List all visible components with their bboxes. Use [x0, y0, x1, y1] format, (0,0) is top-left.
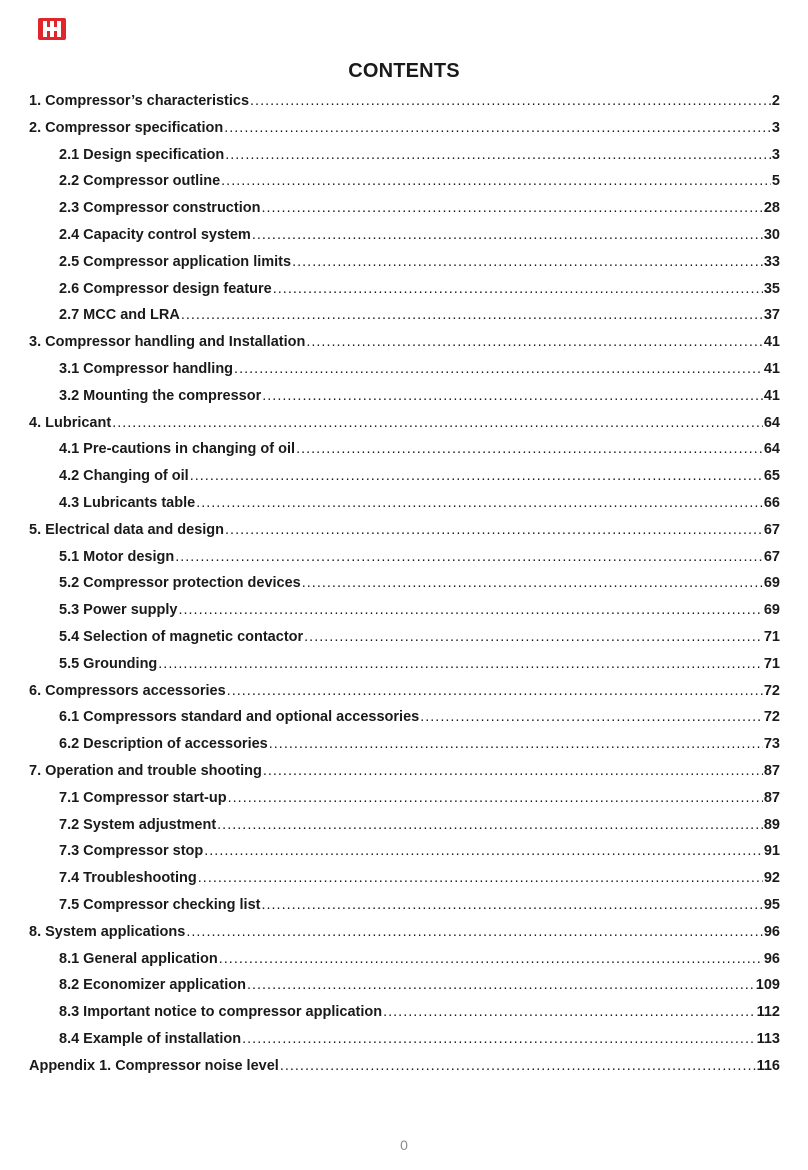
toc-entry[interactable]: [29, 678, 780, 705]
toc-entry[interactable]: [29, 624, 780, 651]
toc-entry-label: 4.1 Pre-cautions in changing of oil: [59, 441, 296, 458]
dot-leader: [217, 812, 763, 839]
toc-entry[interactable]: [29, 544, 780, 571]
toc-entry[interactable]: [29, 651, 780, 678]
dot-leader: [383, 999, 756, 1026]
toc-entry[interactable]: [29, 946, 780, 973]
page-title: CONTENTS: [348, 60, 460, 82]
toc-entry-page: 95: [763, 896, 780, 913]
dot-leader: [273, 276, 763, 303]
dot-leader: [219, 946, 763, 973]
toc-entry-label: 8.2 Economizer application: [59, 977, 246, 994]
toc-entry[interactable]: [29, 490, 780, 517]
toc-entry-label: 5.4 Selection of magnetic contactor: [59, 628, 304, 645]
toc-entry[interactable]: [29, 919, 780, 946]
dot-leader: [269, 731, 763, 758]
dot-leader: [228, 785, 763, 812]
toc-entry-page: 73: [763, 736, 780, 753]
toc-entry-label: 8.3 Important notice to compressor application: [59, 1004, 383, 1021]
toc-entry[interactable]: [29, 1026, 780, 1053]
toc-entry-page: 87: [763, 762, 780, 779]
toc-entry[interactable]: [29, 463, 780, 490]
toc-entry-page: 112: [756, 1004, 780, 1021]
toc-entry[interactable]: [29, 276, 780, 303]
dot-leader: [234, 356, 763, 383]
toc-entry-page: 33: [763, 253, 780, 270]
dot-leader: [263, 758, 763, 785]
toc-entry-label: 5.2 Compressor protection devices: [59, 575, 301, 592]
dot-leader: [242, 1026, 755, 1053]
toc-entry-page: 89: [763, 816, 780, 833]
dot-leader: [158, 651, 763, 678]
page-number: 0: [400, 1137, 408, 1153]
toc-entry-label: 2.5 Compressor application limits: [59, 253, 292, 270]
dot-leader: [304, 624, 763, 651]
toc-entry[interactable]: [29, 570, 780, 597]
dot-leader: [292, 249, 763, 276]
toc-entry-page: 41: [763, 334, 780, 351]
toc-entry-page: 71: [763, 628, 780, 645]
toc-entry[interactable]: [29, 838, 780, 865]
toc-entry-label: 6.1 Compressors standard and optional accessories: [59, 709, 420, 726]
toc-entry-label: 7.2 System adjustment: [59, 816, 217, 833]
toc-entry-label: 3. Compressor handling and Installation: [29, 334, 306, 351]
toc-entry[interactable]: [29, 704, 780, 731]
toc-entry-page: 28: [763, 200, 780, 217]
toc-entry[interactable]: [29, 436, 780, 463]
toc-entry-label: 2.1 Design specification: [59, 146, 225, 163]
dot-leader: [296, 436, 763, 463]
dot-leader: [190, 463, 763, 490]
toc-entry-label: 2.2 Compressor outline: [59, 173, 221, 190]
dot-leader: [227, 678, 763, 705]
toc-entry-page: 66: [763, 494, 780, 511]
toc-entry[interactable]: [29, 195, 780, 222]
dot-leader: [306, 329, 763, 356]
dot-leader: [196, 490, 763, 517]
toc-entry-page: 64: [763, 441, 780, 458]
company-logo-icon: [38, 18, 66, 40]
toc-entry-page: 69: [763, 575, 780, 592]
toc-entry-label: 8. System applications: [29, 923, 186, 940]
toc-entry-page: 5: [771, 173, 780, 190]
dot-leader: [181, 302, 763, 329]
dot-leader: [262, 383, 763, 410]
toc-entry-page: 35: [763, 280, 780, 297]
toc-entry-page: 41: [763, 387, 780, 404]
dot-leader: [252, 222, 763, 249]
toc-entry-label: 4.3 Lubricants table: [59, 494, 196, 511]
toc-entry[interactable]: [29, 865, 780, 892]
toc-entry[interactable]: [29, 892, 780, 919]
toc-entry-label: 2.6 Compressor design feature: [59, 280, 272, 297]
toc-entry-label: 6.2 Description of accessories: [59, 736, 268, 753]
toc-entry-label: 1. Compressor’s characteristics: [29, 93, 250, 109]
toc-entry-page: 37: [763, 307, 780, 324]
dot-leader: [198, 865, 763, 892]
toc-entry-page: 91: [763, 843, 780, 860]
toc-entry[interactable]: [29, 1053, 780, 1080]
toc-entry-label: 8.1 General application: [59, 950, 218, 967]
toc-entry-page: 71: [763, 655, 780, 672]
toc-entry-label: Appendix 1. Compressor noise level: [29, 1057, 279, 1074]
toc-entry[interactable]: [29, 597, 780, 624]
toc-entry-label: 5. Electrical data and design: [29, 521, 225, 538]
toc-entry[interactable]: [29, 356, 780, 383]
dot-leader: [280, 1053, 756, 1080]
toc-entry[interactable]: [29, 115, 780, 142]
dot-leader: [224, 115, 771, 142]
toc-entry[interactable]: [29, 785, 780, 812]
toc-entry-label: 2.4 Capacity control system: [59, 226, 251, 243]
dot-leader: [261, 892, 762, 919]
toc-entry-label: 5.3 Power supply: [59, 602, 178, 619]
toc-entry-page: 87: [763, 789, 780, 806]
toc-entry[interactable]: [29, 249, 780, 276]
toc-entry-page: 64: [763, 414, 780, 431]
dot-leader: [204, 838, 763, 865]
toc-entry[interactable]: [29, 999, 780, 1026]
toc-entry-page: 41: [763, 360, 780, 377]
toc-entry[interactable]: [29, 517, 780, 544]
toc-entry-label: 7. Operation and trouble shooting: [29, 762, 262, 779]
toc-entry[interactable]: [29, 731, 780, 758]
toc-entry[interactable]: [29, 142, 780, 169]
toc-entry-page: 113: [756, 1030, 780, 1047]
toc-entry-page: 67: [763, 548, 780, 565]
toc-entry[interactable]: [29, 168, 780, 195]
toc-entry[interactable]: [29, 758, 780, 785]
toc-entry-page: 96: [763, 950, 780, 967]
toc-entry-label: 2.3 Compressor construction: [59, 200, 261, 217]
dot-leader: [420, 704, 763, 731]
toc-entry-page: 67: [763, 521, 780, 538]
dot-leader: [112, 410, 763, 437]
dot-leader: [178, 597, 762, 624]
toc-entry-label: 6. Compressors accessories: [29, 682, 226, 699]
toc-entry[interactable]: [29, 222, 780, 249]
toc-entry[interactable]: [29, 329, 780, 356]
dot-leader: [225, 517, 763, 544]
toc-entry[interactable]: [29, 383, 780, 410]
toc-entry-label: 4. Lubricant: [29, 414, 112, 431]
dot-leader: [247, 972, 755, 999]
toc-entry-label: 7.3 Compressor stop: [59, 843, 204, 860]
toc-entry-page: 3: [771, 146, 780, 163]
toc-entry-label: 3.1 Compressor handling: [59, 360, 234, 377]
toc-entry-page: 72: [763, 709, 780, 726]
toc-entry[interactable]: [29, 302, 780, 329]
toc-entry-page: 3: [771, 119, 780, 136]
dot-leader: [221, 168, 771, 195]
toc-entry[interactable]: [29, 972, 780, 999]
table-of-contents: [29, 88, 780, 1079]
dot-leader: [250, 88, 771, 115]
toc-entry-label: 7.1 Compressor start-up: [59, 789, 227, 806]
toc-entry-label: 8.4 Example of installation: [59, 1030, 242, 1047]
dot-leader: [261, 195, 762, 222]
toc-entry-page: 2: [771, 93, 780, 109]
toc-entry-label: 7.4 Troubleshooting: [59, 870, 197, 887]
toc-entry-page: 116: [756, 1057, 780, 1074]
toc-entry-label: 2.7 MCC and LRA: [59, 307, 180, 324]
toc-entry[interactable]: [29, 88, 780, 115]
toc-entry-label: 3.2 Mounting the compressor: [59, 387, 262, 404]
dot-leader: [302, 570, 763, 597]
toc-entry-page: 69: [763, 602, 780, 619]
toc-entry[interactable]: [29, 812, 780, 839]
toc-entry-page: 65: [763, 468, 780, 485]
toc-entry-page: 92: [763, 870, 780, 887]
toc-entry[interactable]: [29, 410, 780, 437]
toc-entry-page: 96: [763, 923, 780, 940]
toc-entry-label: 7.5 Compressor checking list: [59, 896, 261, 913]
toc-entry-page: 72: [763, 682, 780, 699]
toc-entry-label: 4.2 Changing of oil: [59, 468, 189, 485]
toc-entry-label: 5.1 Motor design: [59, 548, 175, 565]
dot-leader: [186, 919, 763, 946]
dot-leader: [225, 142, 771, 169]
toc-entry-page: 30: [763, 226, 780, 243]
dot-leader: [175, 544, 763, 571]
toc-entry-label: 2. Compressor specification: [29, 119, 224, 136]
toc-entry-page: 109: [755, 977, 780, 994]
toc-entry-label: 5.5 Grounding: [59, 655, 158, 672]
